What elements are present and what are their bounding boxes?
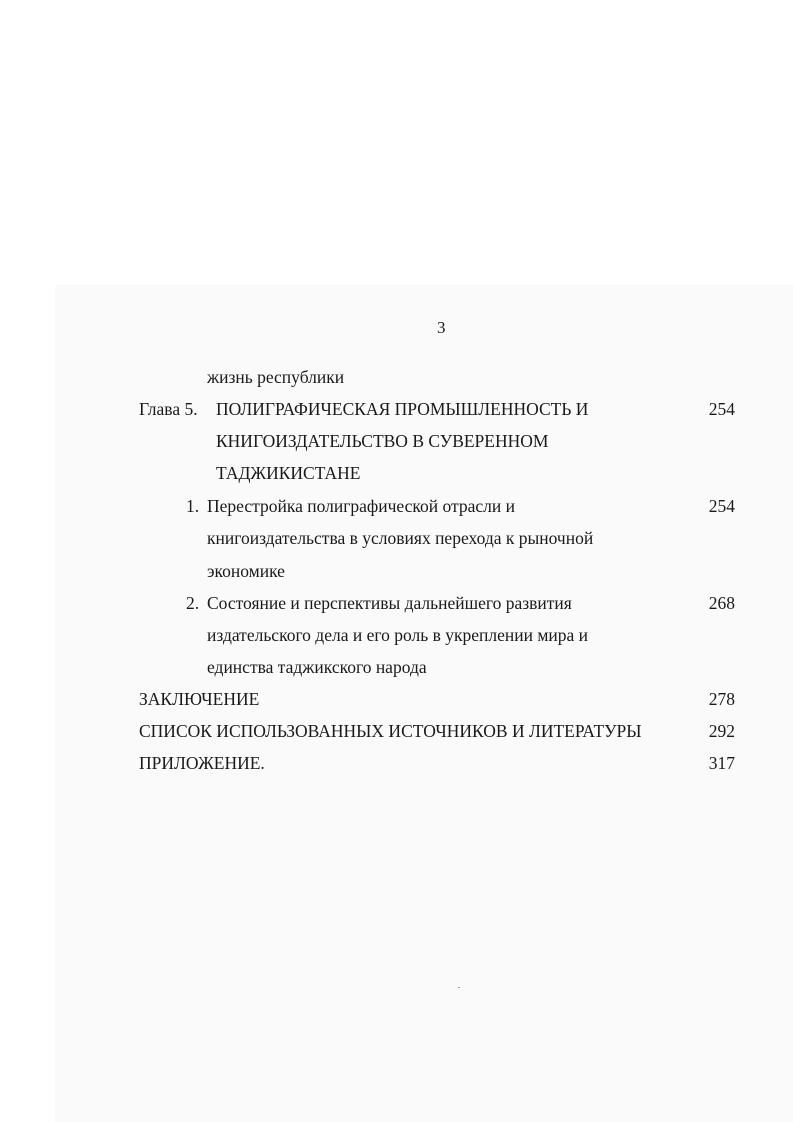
section-title-line: единства таджикского народа xyxy=(207,657,427,677)
chapter-label: Глава 5. xyxy=(139,399,198,419)
chapter-title-line: ПОЛИГРАФИЧЕСКАЯ ПРОМЫШЛЕННОСТЬ И xyxy=(216,399,589,419)
section-number: 2. xyxy=(186,593,200,613)
toc-entry-page-number: 292 xyxy=(708,721,735,741)
chapter-page-number: 254 xyxy=(708,399,735,419)
toc-continuation-line: жизнь республики xyxy=(207,367,345,387)
section-title-line: Состояние и перспективы дальнейшего развития xyxy=(207,593,572,613)
toc-entry-title: ЗАКЛЮЧЕНИЕ xyxy=(139,689,260,709)
section-page-number: 268 xyxy=(708,593,735,613)
section-title-line: Перестройка полиграфической отрасли и xyxy=(207,496,515,516)
toc-entry-page-number: 278 xyxy=(708,689,735,709)
section-title-line: издательского дела и его роль в укреплении мира и xyxy=(207,625,589,645)
toc-entry-title: СПИСОК ИСПОЛЬЗОВАННЫХ ИСТОЧНИКОВ И ЛИТЕРАТУРЫ xyxy=(139,721,642,741)
chapter-title-line: КНИГОИЗДАТЕЛЬСТВО В СУВЕРЕННОМ xyxy=(216,431,549,451)
chapter-title-line: ТАДЖИКИСТАНЕ xyxy=(216,463,361,483)
page-number: 3 xyxy=(437,318,446,337)
section-page-number: 254 xyxy=(708,496,735,516)
toc-entry-page-number: 317 xyxy=(708,753,735,773)
section-title-line: книгоиздательства в условиях перехода к рыночной xyxy=(207,528,594,548)
toc-entry-title: ПРИЛОЖЕНИЕ. xyxy=(139,753,265,773)
section-title-line: экономике xyxy=(207,561,285,581)
scan-speck xyxy=(458,987,460,988)
section-number: 1. xyxy=(186,496,200,516)
